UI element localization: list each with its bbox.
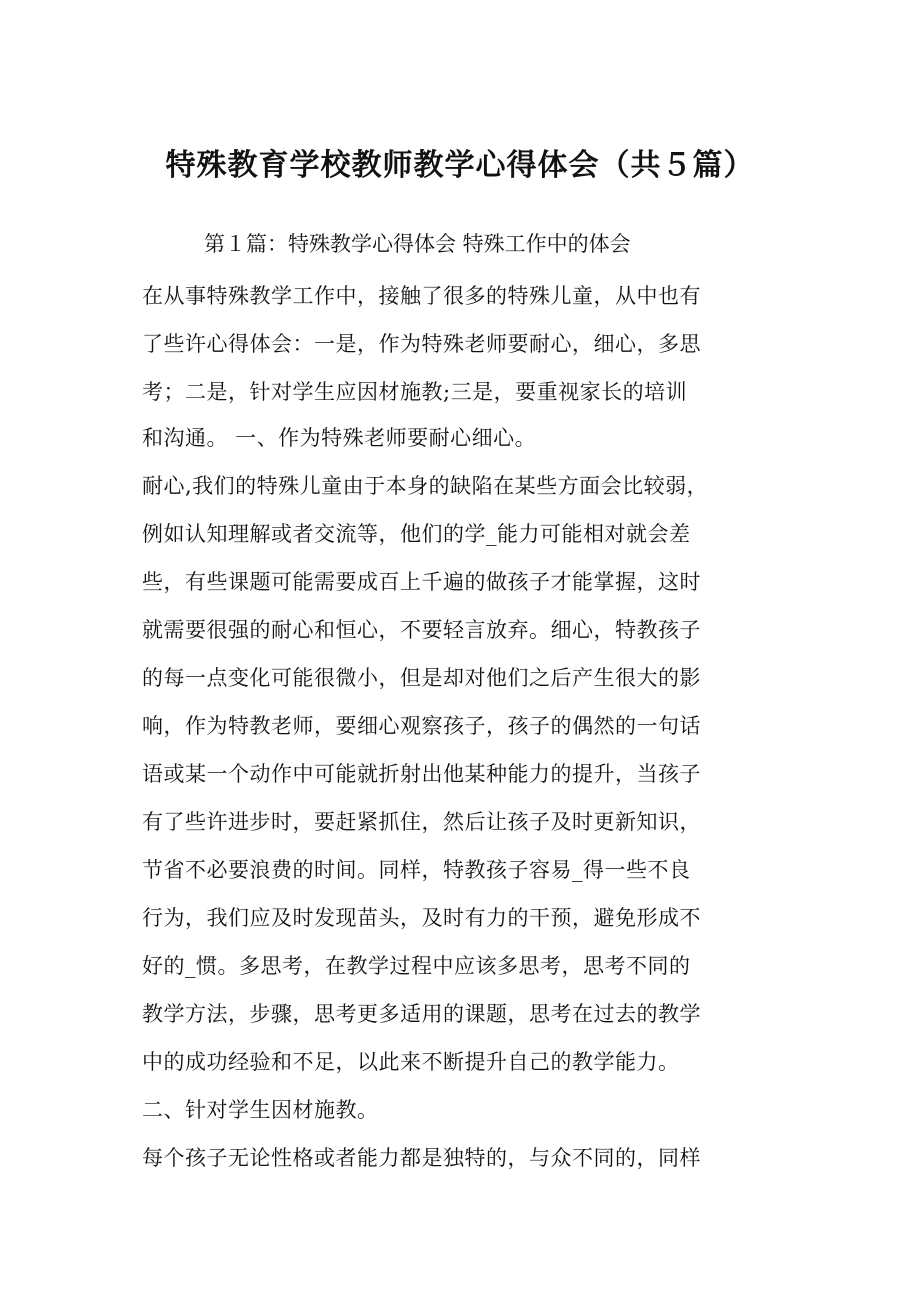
body-line: 就需要很强的耐心和恒心，不要轻言放弃。细心，特教孩子 [142,618,701,642]
body-line: 好的_惯。多思考，在教学过程中应该多思考，思考不同的 [142,954,691,978]
body-line: 语或某一个动作中可能就折射出他某种能力的提升，当孩子 [142,762,701,786]
body-line: 行为，我们应及时发现苗头，及时有力的干预，避免形成不 [142,906,701,930]
body-line: 有了些许进步时，要赶紧抓住，然后让孩子及时更新知识， [142,810,701,834]
body-line: 考；二是，针对学生应因材施教;三是，要重视家长的培训 [142,380,688,404]
body-line: 和沟通。 一、作为特殊老师要耐心细心。 [142,426,537,450]
body-line: 二、针对学生因材施教。 [142,1098,379,1122]
body-line: 些，有些课题可能需要成百上千遍的做孩子才能掌握，这时 [142,570,701,594]
document-title: 特殊教育学校教师教学心得体会（共５篇） [165,148,755,183]
body-line: 每个孩子无论性格或者能力都是独特的，与众不同的，同样 [142,1146,701,1170]
body-line: 教学方法，步骤，思考更多适用的课题，思考在过去的教学 [142,1002,701,1026]
body-line: 的每一点变化可能很微小，但是却对他们之后产生很大的影 [142,666,701,690]
section-heading: 第１篇：特殊教学心得体会 特殊工作中的体会 [204,232,631,256]
body-line: 响，作为特教老师，要细心观察孩子，孩子的偶然的一句话 [142,714,701,738]
body-line: 节省不必要浪费的时间。同样，特教孩子容易_得一些不良 [142,858,691,882]
body-line: 在从事特殊教学工作中，接触了很多的特殊儿童，从中也有 [142,284,701,308]
body-line: 中的成功经验和不足，以此来不断提升自己的教学能力。 [142,1050,680,1074]
body-line: 了些许心得体会：一是，作为特殊老师要耐心，细心，多思 [142,332,701,356]
body-line: 例如认知理解或者交流等，他们的学_能力可能相对就会差 [142,522,691,546]
body-line: 耐心,我们的特殊儿童由于本身的缺陷在某些方面会比较弱， [142,474,709,498]
